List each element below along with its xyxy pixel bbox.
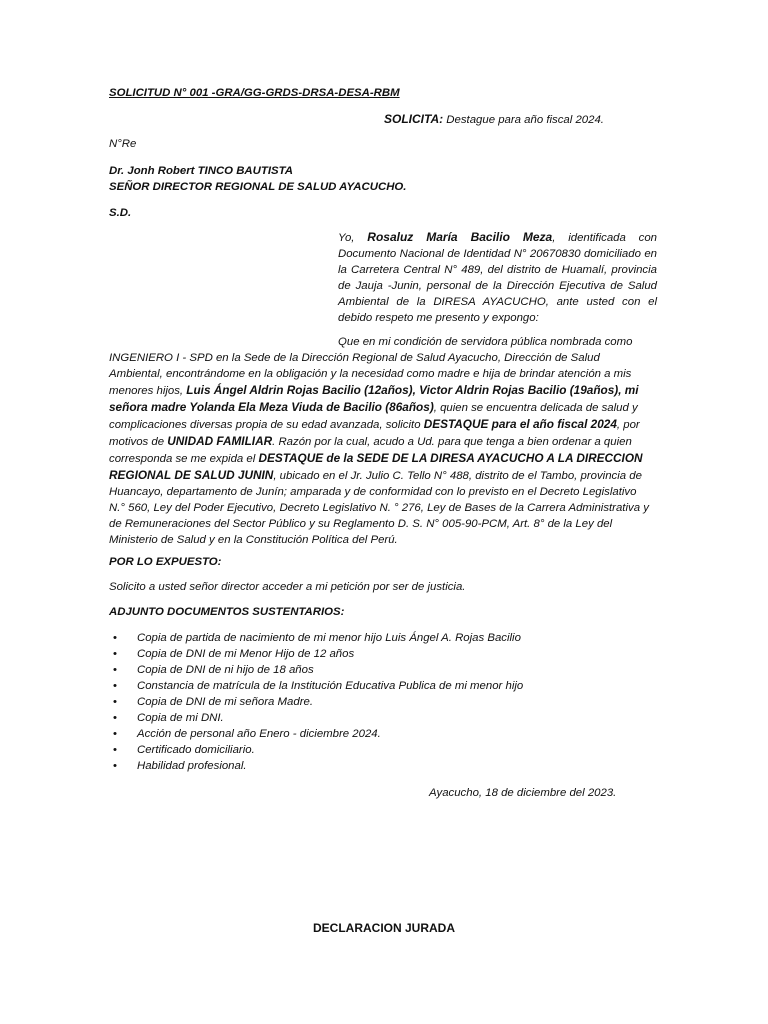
list-item-text: Copia de partida de nacimiento de mi menor hijo Luis Ángel A. Rojas Bacilio: [137, 632, 521, 644]
list-item-text: Copia de DNI de ni hijo de 18 años: [137, 664, 314, 676]
addressee-name: Dr. Jonh Robert TINCO BAUTISTA: [109, 165, 293, 177]
applicant-name: Rosaluz María Bacilio Meza: [367, 230, 553, 244]
body-paragraph: [109, 334, 649, 548]
solicita-text: Destague para año fiscal 2024.: [443, 114, 604, 126]
expuesto-heading: POR LO EXPUESTO:: [109, 556, 222, 568]
expuesto-text: Solicito a usted señor director acceder a mi petición por ser de justicia.: [109, 581, 466, 593]
bullet-icon: •: [113, 760, 117, 772]
request-number: SOLICITUD N° 001 -GRA/GG-GRDS-DRSA-DESA-RBM: [109, 87, 400, 99]
reference-code: N°Re: [109, 138, 137, 150]
list-item: [109, 758, 669, 774]
salutation: S.D.: [109, 207, 132, 219]
list-item-text: Copia de mi DNI.: [137, 712, 224, 724]
list-item: [109, 646, 669, 662]
place-date: Ayacucho, 18 de diciembre del 2023.: [429, 787, 617, 799]
intro-rest: , identificada con Documento Nacional de Identidad N° 20670830 domiciliado en la Carretera Central N° 489, del distrito de Huamalí, provincia de Jauja -Junin, personal de la Dirección Ejecutiva de Salud Ambiental de la DIRESA AYACUCHO, ante usted con el debido respeto me presento y expongo:: [338, 232, 657, 324]
list-item: [109, 742, 669, 758]
attachments-heading: ADJUNTO DOCUMENTOS SUSTENTARIOS:: [109, 606, 345, 618]
list-item: [109, 662, 669, 678]
declaration-title: DECLARACION JURADA: [312, 921, 455, 935]
body-bold-destaque: DESTAQUE para el año fiscal 2024: [423, 417, 617, 431]
list-item: [109, 694, 669, 710]
body-text-4: . Razón por la cual, acudo a Ud. para que tenga a bien ordenar a quien corresponda se me expida el: [109, 436, 632, 465]
list-item-text: Copia de DNI de mi Menor Hijo de 12 años: [137, 648, 355, 660]
intro-paragraph: [338, 229, 657, 326]
list-item: [109, 678, 669, 694]
bullet-icon: •: [113, 696, 117, 708]
body-bold-family: Luis Ángel Aldrin Rojas Bacilio (12años), Victor Aldrin Rojas Bacilio (19años), mi señora madre Yolanda Ela Meza Viuda de Bacilio (86años): [109, 383, 639, 414]
body-bold-unidad: UNIDAD FAMILIAR: [167, 434, 273, 448]
solicita-line: [384, 111, 604, 128]
solicita-label: SOLICITA:: [384, 112, 444, 126]
body-text-3: , por motivos de: [109, 419, 640, 448]
addressee-title: SEÑOR DIRECTOR REGIONAL DE SALUD AYACUCHO.: [109, 181, 407, 193]
body-text-5: , ubicado en el Jr. Julio C. Tello N° 488, distrito de el Tambo, provincia de Huancayo, departamento de Junín; amparada y de conformidad con lo previsto en el Decreto Legislativo N.° 560, Ley del Poder Ejecutivo, Decreto Legislativo N. ° 276, Ley de Bases de la Carrera Administrativa y de Remuneraciones del Sector Público y su Reglamento D. S. N° 005-90-PCM, Art. 8° de la Ley del Ministerio de Salud y en la Constitución Política del Perú.: [109, 470, 649, 546]
list-item-text: Acción de personal año Enero - diciembre 2024.: [137, 728, 381, 740]
list-item-text: Certificado domiciliario.: [137, 744, 255, 756]
bullet-icon: •: [113, 680, 117, 692]
bullet-icon: •: [113, 728, 117, 740]
bullet-icon: •: [113, 632, 117, 644]
list-item: [109, 726, 669, 742]
list-item: [109, 710, 669, 726]
body-text-1: Que en mi condición de servidora pública nombrada como INGENIERO I - SPD en la Sede de la Dirección Regional de Salud Ayacucho, Dirección de Salud Ambiental, encontrándome en la obligación y la necesidad como madre e hija de brindar atención a mis menores hijos,: [109, 336, 633, 397]
bullet-icon: •: [113, 712, 117, 724]
body-bold-sede: DESTAQUE de la SEDE DE LA DIRESA AYACUCHO A LA DIRECCION REGIONAL DE SALUD JUNIN: [109, 451, 643, 482]
list-item-text: Copia de DNI de mi señora Madre.: [137, 696, 314, 708]
body-text-2: , quien se encuentra delicada de salud y complicaciones diversas propia de su edad avanzada, solicito: [109, 402, 638, 431]
list-item: [109, 630, 669, 646]
intro-prefix: Yo,: [338, 232, 368, 244]
attachments-list: [109, 630, 669, 774]
bullet-icon: •: [113, 664, 117, 676]
bullet-icon: •: [113, 744, 117, 756]
bullet-icon: •: [113, 648, 117, 660]
list-item-text: Habilidad profesional.: [137, 760, 247, 772]
list-item-text: Constancia de matrícula de la Institución Educativa Publica de mi menor hijo: [137, 680, 524, 692]
